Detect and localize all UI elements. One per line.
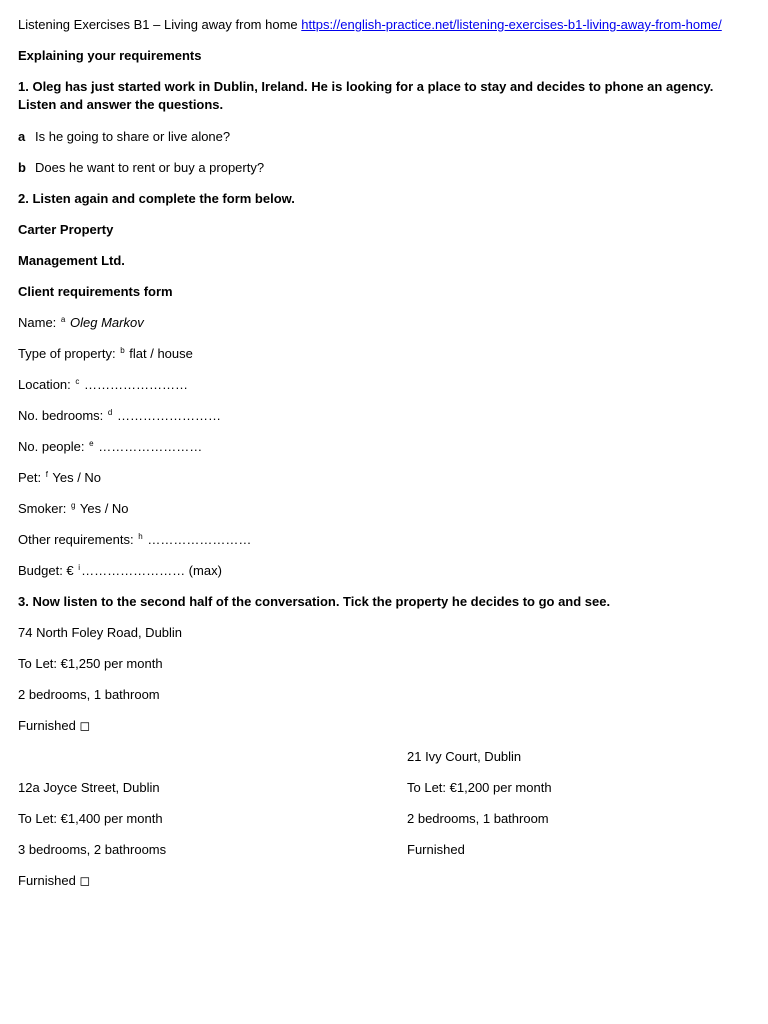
property-1-price: To Let: €1,250 per month [18,656,163,671]
field-marker: i [78,563,81,572]
form-field-type [18,345,193,363]
property-2-address: 21 Ivy Court, Dublin [407,749,522,764]
property-1-rooms: 2 bedrooms, 1 bathroom [18,687,160,702]
field-label: Other requirements: [18,532,134,547]
field-marker: g [71,501,76,510]
task2-instruction: 2. Listen again and complete the form below. [18,191,295,206]
form-field-other [18,531,251,549]
question-label: a [18,129,26,144]
property-2-furnished: Furnished [407,842,465,857]
form-title: Client requirements form [18,284,173,299]
field-label: Location: [18,377,71,392]
field-label: Name: [18,315,57,330]
company-name-line1: Carter Property [18,222,114,237]
form-field-pet [18,469,101,487]
field-value: Oleg Markov [70,315,144,330]
field-label: No. people: [18,439,85,454]
field-value: Yes / No [79,501,129,516]
field-marker: d [107,408,113,417]
field-value: Yes / No [52,470,102,485]
field-marker: a [60,315,66,324]
field-value: …………………… [116,408,221,423]
field-label: Pet: [18,470,42,485]
form-field-name [18,314,144,332]
question-label: b [18,160,26,175]
form-field-location [18,376,188,394]
question-a [18,128,230,146]
field-label: Type of property: [18,346,116,361]
field-label: Smoker: [18,501,67,516]
field-label: Budget: € [18,563,74,578]
question-text: Does he want to rent or buy a property? [35,160,265,175]
question-b [18,159,264,177]
source-link[interactable]: https://english-practice.net/listening-exercises-b1-living-away-from-home/ [301,17,722,32]
task1-instruction: 1. Oleg has just started work in Dublin, Ireland. He is looking for a place to stay and decides to phone an agency. Listen and answer the questions. [18,79,714,112]
property-3-price: To Let: €1,400 per month [18,811,163,826]
form-field-people [18,438,202,456]
section-title: Explaining your requirements [18,48,202,63]
company-name-line2: Management Ltd. [18,253,125,268]
header-line [18,16,722,34]
form-field-bedrooms [18,407,221,425]
task3-instruction: 3. Now listen to the second half of the conversation. Tick the property he decides to go and see. [18,594,611,609]
property-2-price: To Let: €1,200 per month [407,780,552,795]
property-1-address: 74 North Foley Road, Dublin [18,625,183,640]
field-marker: f [45,470,48,479]
document-title: Listening Exercises B1 – Living away from home [18,17,298,32]
property-3-furnished[interactable]: Furnished ◻ [18,873,91,888]
field-value: …………………… [98,439,203,454]
form-field-smoker [18,500,129,518]
property-2-rooms: 2 bedrooms, 1 bathroom [407,811,549,826]
field-marker: h [138,532,143,541]
field-value: flat / house [129,346,193,361]
property-1-furnished[interactable]: Furnished ◻ [18,718,91,733]
property-3-rooms: 3 bedrooms, 2 bathrooms [18,842,167,857]
field-marker: c [75,377,80,386]
field-marker: b [120,346,125,355]
field-value: …………………… [147,532,252,547]
field-label: No. bedrooms: [18,408,104,423]
field-value: …………………… [84,377,189,392]
property-3-address: 12a Joyce Street, Dublin [18,780,160,795]
field-marker: e [89,439,94,448]
field-value: …………………… (max) [81,563,222,578]
question-text: Is he going to share or live alone? [35,129,231,144]
form-field-budget [18,562,222,580]
